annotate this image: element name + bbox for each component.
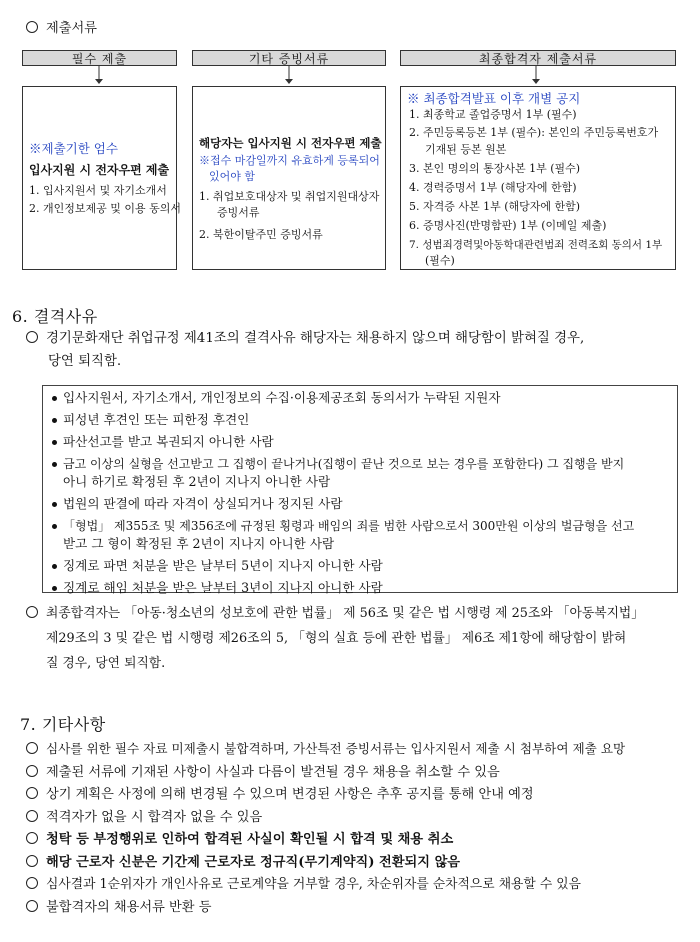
circle-bullet-icon bbox=[26, 765, 38, 777]
final-item-5: 5. 자격증 사본 1부 (해당자에 한함) bbox=[409, 200, 581, 213]
section6-final-line1: 최종합격자는 「아동·청소년의 성보호에 관한 법률」 제 56조 및 같은 법 시행령 제 25조와 「아동복지법」 bbox=[46, 606, 645, 621]
disqualification-text: 입사지원서, 자기소개서, 개인정보의 수집·이용제공조회 동의서가 누락된 지원자 bbox=[63, 390, 501, 405]
etc-item bbox=[26, 874, 625, 897]
other-item-1-num: 1. bbox=[199, 190, 210, 203]
disqualification-text: 아니 하기로 확정된 후 2년이 지나지 아니한 사람 bbox=[63, 474, 331, 489]
docs-header-label: 제출서류 bbox=[46, 21, 97, 36]
etc-item-bold bbox=[26, 829, 625, 852]
other-docs-box bbox=[192, 86, 386, 270]
circle-bullet-icon bbox=[26, 21, 38, 33]
disqualification-text: 받고 그 형이 확정된 후 2년이 지나지 아니한 사람 bbox=[63, 536, 335, 551]
other-note-line2: 있어야 함 bbox=[209, 170, 256, 183]
etc-item bbox=[26, 807, 625, 830]
section6-intro bbox=[26, 328, 584, 350]
disqualification-text: 「형법」 제355조 및 제356조에 규정된 횡령과 배임의 죄를 범한 사람으로서 300만원 이상의 벌금형을 선고 bbox=[63, 519, 635, 533]
etc-item-text: 심사결과 1순위자가 개인사유로 근로계약을 거부할 경우, 차순위자를 순차적으로 채용할 수 있음 bbox=[46, 877, 581, 892]
etc-item-text: 적격자가 없을 시 합격자 없을 수 있음 bbox=[46, 809, 263, 825]
bullet-dot-icon bbox=[52, 440, 57, 445]
deadline-note: ※제출기한 엄수 bbox=[29, 141, 118, 156]
section6-final bbox=[26, 603, 644, 625]
etc-list bbox=[26, 738, 625, 919]
other-title: 해당자는 입사지원 시 전자우편 제출 bbox=[199, 136, 382, 150]
disqualification-text: 징계로 파면 처분을 받은 날부터 5년이 지나지 아니한 사람 bbox=[63, 558, 383, 573]
arrow-down-icon bbox=[532, 79, 540, 84]
final-docs-header-label: 최종합격자 제출서류 bbox=[478, 52, 598, 66]
circle-bullet-icon bbox=[26, 606, 38, 618]
circle-bullet-icon bbox=[26, 742, 38, 754]
final-item-3: 3. 본인 명의의 통장사본 1부 (필수) bbox=[409, 162, 581, 175]
bullet-dot-icon bbox=[52, 418, 57, 423]
disqualification-item bbox=[49, 517, 671, 535]
required-item-1: 1. 입사지원서 및 자기소개서 bbox=[29, 184, 167, 197]
disqualification-text: 금고 이상의 실형을 선고받고 그 집행이 끝나거나(집행이 끝난 것으로 보는 경우를 포함한다) 그 집행을 받지 bbox=[63, 457, 625, 471]
disqualification-item bbox=[49, 495, 671, 513]
final-item-2: 2. 주민등록등본 1부 (필수): 본인의 주민등록번호가 bbox=[409, 126, 659, 139]
disqualification-text: 파산선고를 받고 복권되지 아니한 사람 bbox=[63, 434, 274, 449]
bullet-dot-icon bbox=[52, 564, 57, 569]
section6-final-line2: 제29조의 3 및 같은 법 시행령 제26조의 5, 「형의 실효 등에 관한 법률」 제6조 제1항에 해당함이 밝혀 bbox=[46, 631, 627, 646]
circle-bullet-icon bbox=[26, 877, 38, 889]
disqualification-text: 법원의 판결에 따라 자격이 상실되거나 정지된 사람 bbox=[63, 496, 343, 511]
etc-item bbox=[26, 738, 625, 762]
docs-header bbox=[26, 20, 97, 38]
final-item-7: 7. 성범죄경력및아동학대관련범죄 전력조회 동의서 1부 bbox=[409, 239, 663, 251]
disqualification-item bbox=[49, 389, 671, 407]
disqualification-item bbox=[49, 433, 671, 451]
circle-bullet-icon bbox=[26, 855, 38, 867]
bullet-dot-icon bbox=[52, 586, 57, 591]
bullet-dot-icon bbox=[52, 462, 57, 467]
disqualification-item bbox=[49, 579, 671, 597]
disqualification-item-cont bbox=[49, 535, 671, 553]
other-docs-header-label: 기타 증빙서류 bbox=[248, 52, 330, 66]
arrow-down-icon bbox=[95, 79, 103, 84]
section6-intro-line1: 경기문화재단 취업규정 제41조의 결격사유 해당자는 채용하지 않으며 해당함이 밝혀질 경우, bbox=[46, 331, 585, 346]
circle-bullet-icon bbox=[26, 810, 38, 822]
circle-bullet-icon bbox=[26, 832, 38, 844]
etc-item bbox=[26, 897, 625, 920]
disqualification-item bbox=[49, 411, 671, 429]
etc-item bbox=[26, 784, 625, 807]
disqualification-text: 징계로 해임 처분을 받은 날부터 3년이 지나지 아니한 사람 bbox=[63, 580, 383, 595]
section6-intro-line2: 당연 퇴직함. bbox=[48, 354, 122, 369]
etc-item-text: 상기 계획은 사정에 의해 변경될 수 있으며 변경된 사항은 추후 공지를 통해 안내 예정 bbox=[46, 787, 534, 802]
bullet-dot-icon bbox=[52, 502, 57, 507]
disqualification-text: 피성년 후견인 또는 피한정 후견인 bbox=[63, 412, 250, 427]
etc-item-text: 심사를 위한 필수 자료 미제출시 불합격하며, 가산특전 증빙서류는 입사지원서 제출 시 첨부하여 제출 요망 bbox=[46, 741, 626, 756]
arrow-down-icon bbox=[285, 79, 293, 84]
other-item-2: 2. 북한이탈주민 증빙서류 bbox=[199, 228, 323, 241]
disqualification-item bbox=[49, 455, 671, 473]
final-item-1: 1. 최종학교 졸업증명서 1부 (필수) bbox=[409, 108, 577, 121]
other-item-1-line1: 취업보호대상자 및 취업지원대상자 bbox=[213, 190, 380, 203]
disqualification-item bbox=[49, 557, 671, 575]
etc-item-text: 청탁 등 부정행위로 인하여 합격된 사실이 확인될 시 합격 및 채용 취소 bbox=[46, 832, 454, 847]
etc-item bbox=[26, 762, 625, 785]
etc-item-text: 제출된 서류에 기재된 사항이 사실과 다름이 발견될 경우 채용을 취소할 수 있음 bbox=[46, 764, 500, 780]
final-item-4: 4. 경력증명서 1부 (해당자에 한함) bbox=[409, 181, 577, 194]
etc-item-text: 불합격자의 채용서류 반환 등 bbox=[46, 899, 212, 915]
other-item-1-cont: 증빙서류 bbox=[217, 206, 260, 219]
disqualification-box bbox=[42, 385, 678, 593]
final-item-7-cont: (필수) bbox=[425, 254, 455, 267]
section7-title: 7. 기타사항 bbox=[20, 715, 106, 734]
bullet-dot-icon bbox=[52, 524, 57, 529]
disqualification-item-cont bbox=[49, 473, 671, 491]
required-docs-header-label: 필수 제출 bbox=[71, 52, 128, 66]
bullet-dot-icon bbox=[52, 396, 57, 401]
final-item-2-cont: 기재된 등본 원본 bbox=[425, 143, 507, 156]
required-item-2: 2. 개인정보제공 및 이용 동의서 bbox=[29, 202, 181, 215]
circle-bullet-icon bbox=[26, 900, 38, 912]
final-item-6: 6. 증명사진(반명함판) 1부 (이메일 제출) bbox=[409, 219, 607, 232]
circle-bullet-icon bbox=[26, 331, 38, 343]
other-note-line1: ※접수 마감일까지 유효하게 등록되어 bbox=[199, 154, 380, 167]
header-connectors bbox=[22, 64, 682, 88]
etc-item-text: 해당 근로자 신분은 기간제 근로자로 정규직(무기계약직) 전환되지 않음 bbox=[46, 854, 461, 870]
required-docs-box bbox=[22, 86, 181, 270]
section6-final-line3: 질 경우, 당연 퇴직함. bbox=[46, 656, 166, 671]
other-item-1 bbox=[199, 189, 379, 205]
final-notice: ※ 최종합격발표 이후 개별 공지 bbox=[407, 91, 581, 106]
circle-bullet-icon bbox=[26, 787, 38, 799]
required-method: 입사지원 시 전자우편 제출 bbox=[29, 163, 170, 177]
etc-item-bold bbox=[26, 852, 625, 875]
section6-title: 6. 결격사유 bbox=[12, 307, 98, 326]
final-docs-box bbox=[400, 86, 676, 270]
